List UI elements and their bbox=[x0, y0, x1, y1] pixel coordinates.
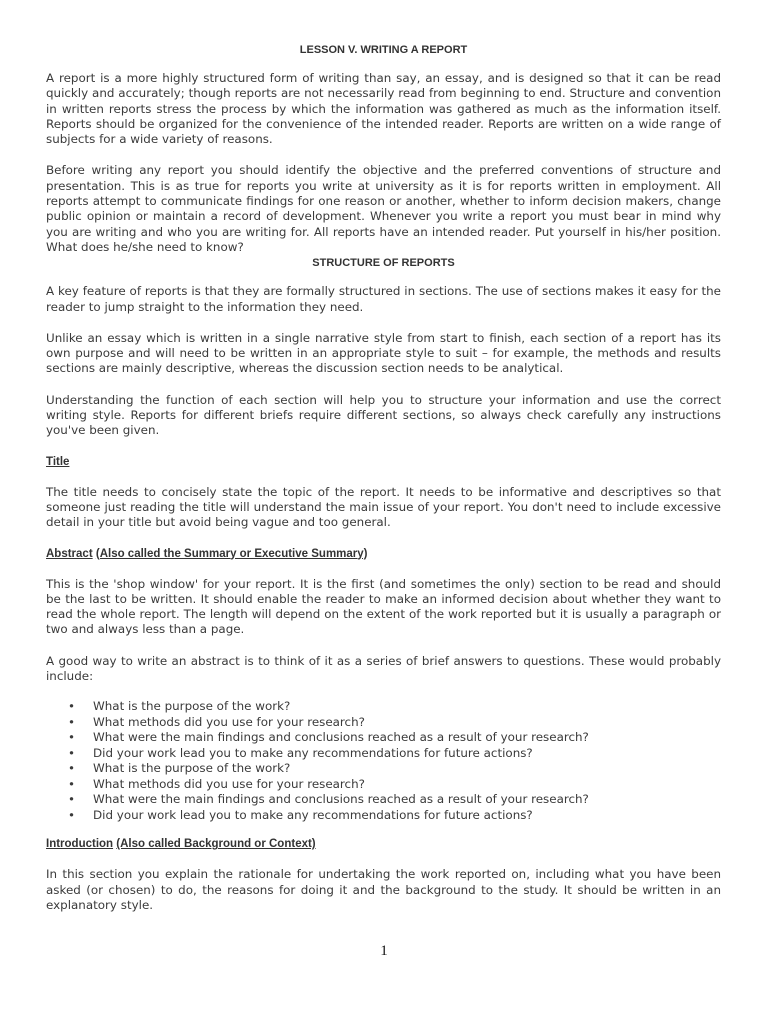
title-section-heading-text: Title bbox=[46, 455, 70, 468]
list-item: • What methods did you use for your research? bbox=[46, 715, 721, 731]
title-section-heading bbox=[46, 455, 721, 470]
abstract-heading-text: Abstract bbox=[46, 547, 93, 560]
document-page bbox=[46, 43, 721, 929]
title-section-paragraph: The title needs to concisely state the topic of the report. It needs to be informative and descriptives so that someone just reading the title will understand the main issue of your report. You don't need to include excessive detail in your title but avoid being vague and too general. bbox=[46, 484, 721, 530]
abstract-section-heading bbox=[46, 547, 721, 562]
list-item: • What were the main findings and conclusions reached as a result of your research? bbox=[46, 730, 721, 746]
list-item: • What methods did you use for your research? bbox=[46, 777, 721, 793]
structure-paragraph-1: A key feature of reports is that they are formally structured in sections. The use of sections makes it easy for the reader to jump straight to the information they need. bbox=[46, 284, 721, 314]
abstract-paragraph-2: A good way to write an abstract is to think of it as a series of brief answers to questions. These would probably include: bbox=[46, 653, 721, 684]
intro-paragraph-1: A report is a more highly structured form of writing than say, an essay, and is designed so that it can be read quickly and accurately; though reports are not necessarily read from beginning to end. Structure and convention in written reports stress the process by which the information was gathered as much as the information itself. Reports should be organized for the convenience of the intended reader. Reports are written on a wide range of subjects for a wide variety of reasons. bbox=[46, 71, 721, 147]
list-item: • Did your work lead you to make any recommendations for future actions? bbox=[46, 746, 721, 762]
intro-paragraph-2: Before writing any report you should identify the objective and the preferred conventions of structure and presentation. This is as true for reports you write at university as it is for reports written in employment. All reports attempt to communicate findings for one reason or another, whether to inform decision makers, change public opinion or maintain a record of development. Whenever you write a report you must bear in mind why you are writing and who you are writing for. All reports have an intended reader. Put yourself in his/her position. What does he/she need to know? bbox=[46, 163, 721, 254]
document-title: LESSON V. WRITING A REPORT bbox=[299, 44, 468, 56]
list-item: • Did your work lead you to make any recommendations for future actions? bbox=[46, 808, 721, 824]
abstract-paragraph-1: This is the 'shop window' for your report. It is the first (and sometimes the only) section to be read and should be the last to be written. It should enable the reader to make an informed decision about whether they want to read the whole report. The length will depend on the extent of the work reported but it is usually a paragraph or two and always less than a page. bbox=[46, 576, 721, 637]
structure-paragraph-2: Unlike an essay which is written in a single narrative style from start to finish, each section of a report has its own purpose and will need to be written in an appropriate style to suit – for example, the methods and results sections are mainly descriptive, whereas the discussion section needs to be analytical. bbox=[46, 330, 721, 376]
abstract-question-list bbox=[46, 699, 721, 823]
introduction-section-heading bbox=[46, 837, 721, 852]
abstract-heading-note: (Also called the Summary or Executive Summary) bbox=[95, 547, 368, 560]
page-number: 1 bbox=[380, 943, 388, 959]
introduction-heading-note: (Also called Background or Context) bbox=[116, 838, 316, 851]
list-item: • What were the main findings and conclusions reached as a result of your research? bbox=[46, 792, 721, 808]
introduction-heading-text: Introduction bbox=[46, 838, 114, 851]
structure-heading: STRUCTURE OF REPORTS bbox=[312, 257, 455, 270]
structure-paragraph-3: Understanding the function of each section will help you to structure your information and use the correct writing style. Reports for different briefs require different sections, so always check carefully any instructions you've been given. bbox=[46, 392, 721, 438]
list-item: • What is the purpose of the work? bbox=[46, 761, 721, 777]
list-item: • What is the purpose of the work? bbox=[46, 699, 721, 715]
introduction-paragraph: In this section you explain the rationale for undertaking the work reported on, including what you have been asked (or chosen) to do, the reasons for doing it and the background to the study. It should be written in an explanatory style. bbox=[46, 867, 721, 912]
